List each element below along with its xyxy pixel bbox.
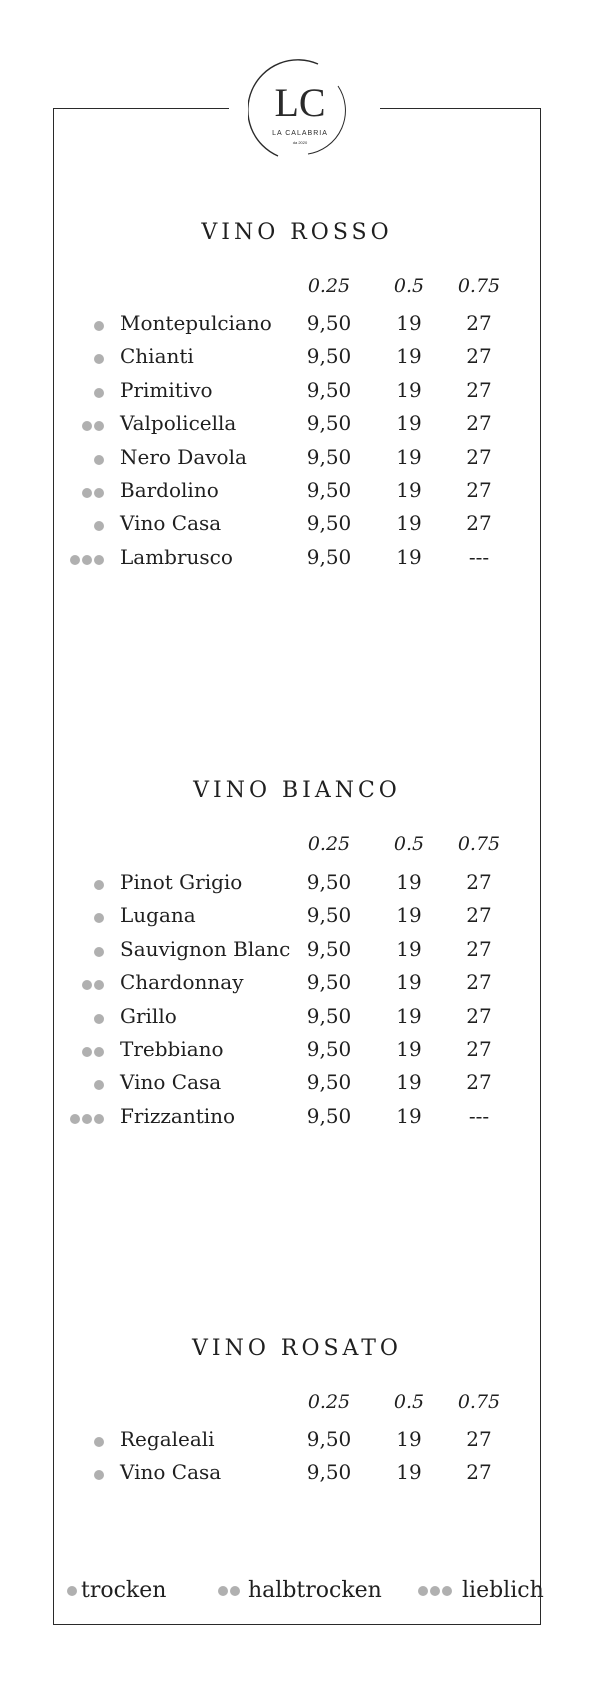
logo	[248, 56, 352, 164]
wine-name: Bardolino	[120, 478, 219, 502]
logo-tagline: da 2020	[292, 140, 308, 145]
dot-rating-icon	[94, 354, 104, 364]
wine-row	[53, 870, 541, 903]
wine-price: 9,50	[306, 544, 352, 569]
wine-price: 19	[396, 1037, 422, 1061]
wine-price: 19	[396, 544, 422, 569]
column-header: 0.5	[393, 275, 425, 297]
frame-top-line-right	[380, 108, 541, 109]
dot-rating-icon	[94, 1014, 104, 1024]
wine-name: Montepulciano	[120, 311, 272, 335]
wine-price: 19	[396, 870, 422, 894]
column-header: 0.25	[307, 1391, 351, 1413]
dot-rating-icon	[70, 555, 104, 565]
wine-price: 9,50	[306, 444, 352, 469]
wine-name: Lambrusco	[120, 544, 233, 569]
wine-price: 19	[396, 377, 422, 402]
wine-row	[53, 970, 541, 1003]
wine-price: 27	[466, 903, 492, 928]
wine-price: 9,50	[306, 1037, 352, 1061]
legend-item-halbtrocken	[218, 1578, 382, 1603]
dot-rating-icon	[94, 321, 104, 331]
column-header: 0.25	[307, 275, 351, 297]
wine-price: 19	[396, 1460, 422, 1485]
logo-monogram: LC	[274, 80, 326, 125]
wine-price: 9,50	[306, 970, 352, 995]
wine-price: 9,50	[306, 511, 352, 536]
dot-rating-icon	[94, 913, 104, 923]
wine-row	[53, 378, 541, 411]
wine-price: 19	[396, 1103, 422, 1128]
wine-price: 27	[466, 311, 492, 335]
wine-price: 19	[396, 511, 422, 536]
legend	[53, 1578, 544, 1608]
wine-price: 9,50	[306, 870, 352, 894]
wine-name: Chianti	[120, 344, 194, 369]
wine-name: Nero Davola	[120, 444, 247, 469]
column-header: 0.75	[457, 1391, 501, 1413]
wine-price: 19	[396, 478, 422, 502]
wine-price: 9,50	[306, 1003, 352, 1028]
wine-name: Trebbiano	[120, 1037, 224, 1061]
wine-price: 27	[466, 377, 492, 402]
frame-top-line-left	[53, 108, 229, 109]
legend-item-trocken	[67, 1578, 166, 1603]
wine-price: 19	[396, 444, 422, 469]
wine-name: Sauvignon Blanc	[120, 936, 291, 961]
dot-rating-icon	[82, 1047, 104, 1057]
column-header: 0.75	[457, 833, 501, 855]
wine-name: Regaleali	[120, 1427, 215, 1451]
section-title: VINO BIANCO	[193, 778, 401, 803]
wine-price: 9,50	[306, 903, 352, 928]
wine-price: 27	[466, 411, 492, 436]
wine-name: Primitivo	[120, 377, 213, 402]
column-header: 0.25	[307, 833, 351, 855]
wine-name: Pinot Grigio	[120, 870, 243, 894]
wine-row	[53, 411, 541, 444]
wine-price: 9,50	[306, 1070, 352, 1095]
legend-label: lieblich	[462, 1578, 544, 1603]
wine-price: 27	[466, 936, 492, 961]
dot-rating-icon	[82, 488, 104, 498]
dot-rating-icon	[94, 1080, 104, 1090]
wine-name: Lugana	[120, 903, 196, 928]
dot-rating-icon	[82, 980, 104, 990]
column-header: 0.5	[393, 1391, 425, 1413]
dot-rating-icon	[94, 880, 104, 890]
wine-price: 27	[466, 1037, 492, 1061]
wine-price: 27	[466, 1070, 492, 1095]
wine-row	[53, 1004, 541, 1037]
wine-price: 19	[396, 1427, 422, 1451]
wine-price: 19	[396, 903, 422, 928]
wine-row	[53, 545, 541, 578]
wine-price: 9,50	[306, 1460, 352, 1485]
wine-price: ---	[468, 1103, 490, 1128]
wine-row	[53, 1104, 541, 1137]
wine-price: 9,50	[306, 1427, 352, 1451]
wine-price: 9,50	[306, 1103, 352, 1128]
dot-rating-icon	[67, 1586, 77, 1596]
section-title: VINO ROSATO	[192, 1336, 402, 1361]
wine-row	[53, 937, 541, 970]
wine-row	[53, 344, 541, 377]
wine-price: 19	[396, 1070, 422, 1095]
wine-row	[53, 445, 541, 478]
wine-price: 19	[396, 936, 422, 961]
dot-rating-icon	[94, 1470, 104, 1480]
wine-price: 19	[396, 411, 422, 436]
wine-row	[53, 1070, 541, 1103]
wine-row	[53, 1460, 541, 1493]
wine-price: 9,50	[306, 377, 352, 402]
wine-row	[53, 511, 541, 544]
dot-rating-icon	[94, 947, 104, 957]
wine-price: 19	[396, 1003, 422, 1028]
dot-rating-icon	[218, 1586, 240, 1596]
dot-rating-icon	[94, 521, 104, 531]
wine-price: 9,50	[306, 344, 352, 369]
dot-rating-icon	[94, 455, 104, 465]
wine-price: 27	[466, 1460, 492, 1485]
wine-price: 27	[466, 444, 492, 469]
wine-price: 19	[396, 344, 422, 369]
wine-price: 9,50	[306, 411, 352, 436]
wine-name: Vino Casa	[120, 1460, 222, 1485]
column-header: 0.75	[457, 275, 501, 297]
column-header: 0.5	[393, 833, 425, 855]
wine-price: 27	[466, 1003, 492, 1028]
wine-row	[53, 478, 541, 511]
wine-price: 27	[466, 511, 492, 536]
wine-price: 9,50	[306, 478, 352, 502]
wine-name: Vino Casa	[120, 1070, 222, 1095]
wine-price: 9,50	[306, 936, 352, 961]
dot-rating-icon	[82, 421, 104, 431]
wine-name: Valpolicella	[120, 411, 237, 436]
wine-price: 27	[466, 344, 492, 369]
dot-rating-icon	[70, 1114, 104, 1124]
wine-row	[53, 311, 541, 344]
wine-row	[53, 1427, 541, 1460]
legend-item-lieblich	[418, 1578, 544, 1603]
dot-rating-icon	[94, 1437, 104, 1447]
wine-price: 9,50	[306, 311, 352, 335]
dot-rating-icon	[418, 1586, 452, 1596]
wine-name: Chardonnay	[120, 970, 244, 995]
wine-price: 19	[396, 970, 422, 995]
wine-price: 27	[466, 1427, 492, 1451]
wine-price: 19	[396, 311, 422, 335]
wine-name: Grillo	[120, 1003, 177, 1028]
wine-name: Vino Casa	[120, 511, 222, 536]
dot-rating-icon	[94, 388, 104, 398]
wine-price: 27	[466, 870, 492, 894]
wine-price: ---	[468, 544, 490, 569]
wine-name: Frizzantino	[120, 1103, 236, 1128]
legend-label: halbtrocken	[248, 1578, 382, 1603]
wine-row	[53, 1037, 541, 1070]
wine-price: 27	[466, 478, 492, 502]
wine-row	[53, 903, 541, 936]
logo-name: LA CALABRIA	[272, 130, 328, 137]
section-title: VINO ROSSO	[201, 220, 393, 245]
legend-label: trocken	[81, 1578, 167, 1603]
wine-price: 27	[466, 970, 492, 995]
